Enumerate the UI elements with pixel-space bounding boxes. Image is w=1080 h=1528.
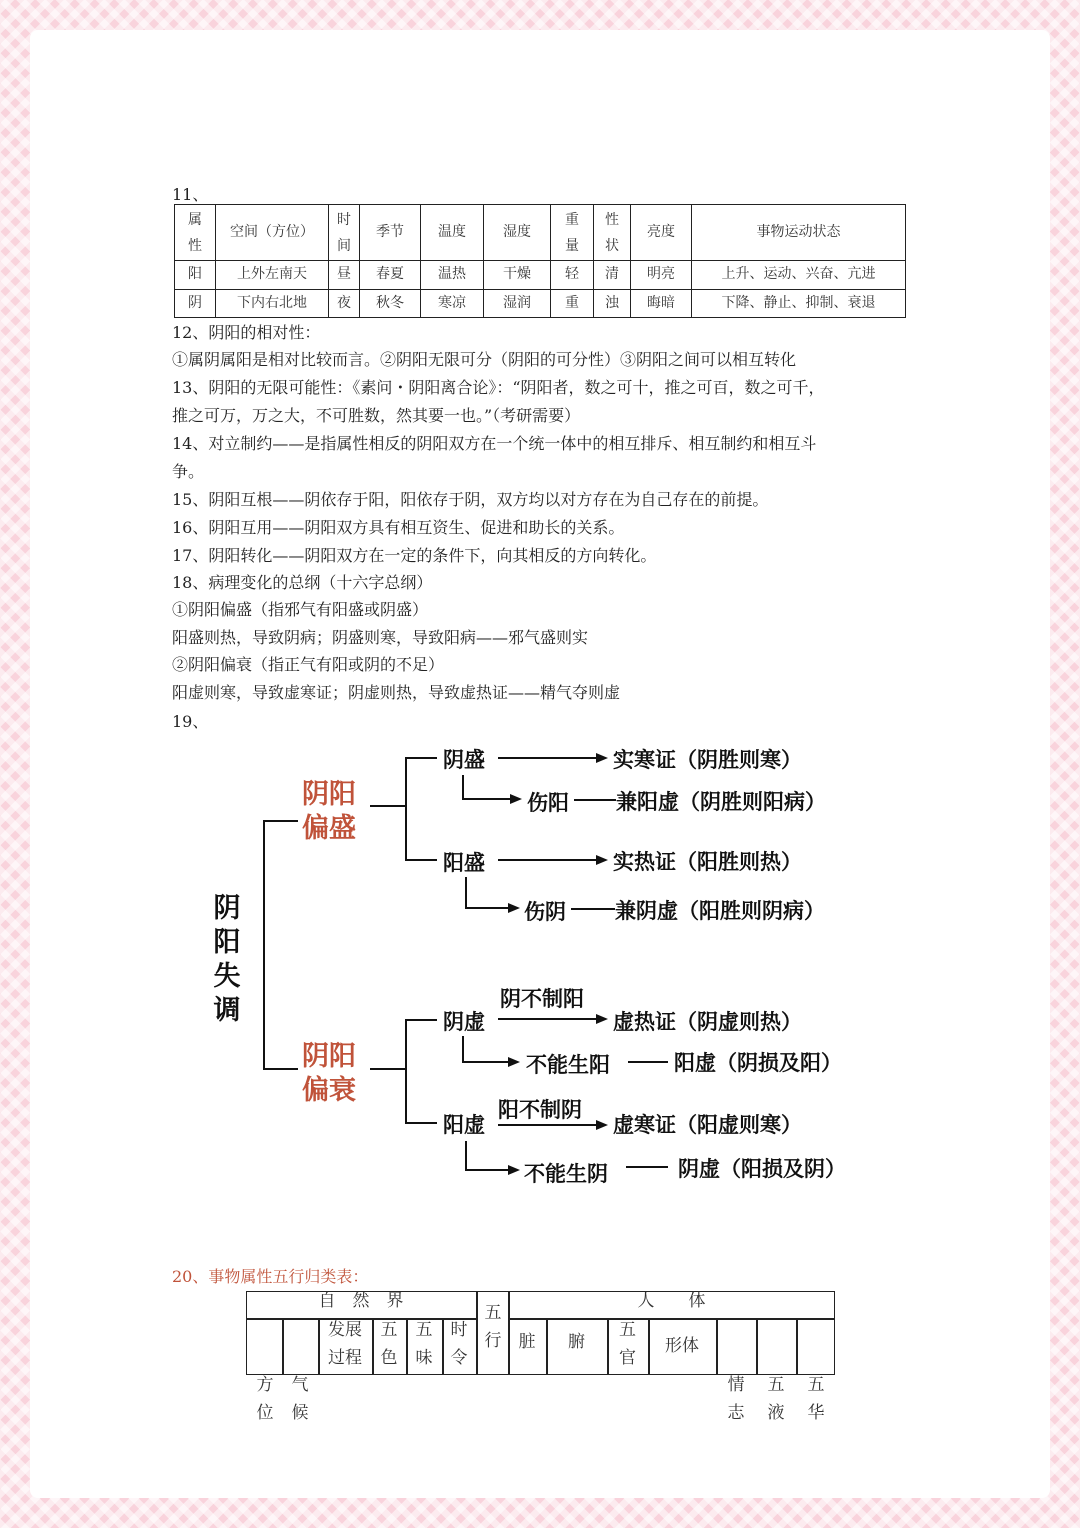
label-yangbuzhiyin: 阳不制阴 — [498, 1098, 582, 1122]
header-yundong-text: 事物运动状态 — [756, 224, 841, 240]
cell-text: 情 — [727, 1375, 745, 1395]
root-char: 调 — [213, 995, 241, 1026]
node-shangyang: 伤阳 — [527, 791, 569, 815]
connector-line — [574, 799, 616, 801]
grid-line — [508, 1318, 835, 1320]
header-wuye — [761, 1371, 791, 1427]
section-15: 15、阴阳互根——阴依存于阳，阳依存于阴，双方均以对方存在为自己存在的前提。 — [172, 490, 769, 509]
cell-text: 五 — [767, 1375, 785, 1395]
header-xingzhuang — [594, 205, 631, 261]
section-12-title: 12、阴阳的相对性： — [172, 323, 321, 342]
bracket-line — [405, 1122, 437, 1124]
cell-text: 时 — [450, 1320, 468, 1340]
header-qingzhi — [721, 1371, 751, 1427]
header-shidu — [484, 205, 551, 261]
bracket-line — [263, 1068, 298, 1070]
branch-pianshuai — [302, 1040, 356, 1108]
node-bunengshengyin: 不能生阴 — [524, 1162, 608, 1186]
header-liangdu-text: 亮度 — [647, 224, 675, 240]
arrow-line — [498, 859, 598, 861]
cell-text: 发展 — [328, 1320, 362, 1340]
bracket-line — [405, 1019, 437, 1021]
section-11-label: 11、 — [172, 185, 209, 204]
bracket-line — [370, 1068, 407, 1070]
node-jianyinxu: 兼阴虚（阳胜则阴病） — [615, 899, 825, 923]
node-shihanzheng: 实寒证（阴胜则寒） — [613, 748, 802, 772]
section-18-b-body: 阳虚则寒，导致虚寒证；阴虚则热，导致虚热证——精气夺则虚 — [172, 683, 621, 702]
node-shangyin: 伤阴 — [524, 900, 566, 924]
bracket-line — [405, 757, 407, 861]
node-xurezheng: 虚热证（阴虚则热） — [613, 1010, 802, 1034]
cell: 清 — [594, 261, 631, 290]
cell: 阴 — [175, 289, 216, 318]
header-wuse — [372, 1316, 406, 1372]
connector-line — [628, 1061, 668, 1063]
arrow-line — [462, 1061, 510, 1063]
cell: 昼 — [329, 261, 360, 290]
bracket-line — [405, 757, 437, 759]
node-jianyangxu: 兼阳虚（阴胜则阳病） — [616, 790, 826, 814]
arrow-line — [498, 1018, 598, 1020]
header-wuwei — [406, 1316, 442, 1372]
section-13-line2: 推之可万，万之大，不可胜数，然其要一也。”（考研需要） — [172, 406, 581, 425]
header-shuxing — [175, 205, 216, 261]
section-19-label: 19、 — [172, 712, 209, 731]
cell: 轻 — [551, 261, 594, 290]
cell-text: 方 — [256, 1375, 274, 1395]
cell-text: 色 — [380, 1348, 398, 1368]
arrow-head — [596, 1120, 608, 1130]
arrow-head — [596, 855, 608, 865]
header-shidu-text: 湿度 — [503, 224, 531, 240]
arrow-line — [465, 877, 467, 909]
cell: 晦暗 — [631, 289, 692, 318]
cell: 下降、静止、抑制、衰退 — [692, 289, 906, 318]
cell: 夜 — [329, 289, 360, 318]
arrow-line — [462, 1036, 464, 1063]
grid-line — [716, 1318, 718, 1375]
cell: 秋冬 — [360, 289, 421, 318]
branch-pianshen — [302, 778, 356, 846]
header-shuxing-text: 属 性 — [188, 211, 202, 254]
header-wuxing — [478, 1299, 508, 1355]
arrow-head — [508, 903, 520, 913]
header-zhongliang-text: 重 量 — [565, 211, 579, 254]
connector-line — [571, 908, 615, 910]
node-yinxu: 阴虚 — [443, 1010, 485, 1034]
arrow-head — [596, 1014, 608, 1024]
header-wuguan — [607, 1316, 648, 1372]
header-shiling — [442, 1316, 476, 1372]
node-yangsheng: 阳盛 — [443, 851, 485, 875]
header-shijian — [329, 205, 360, 261]
bracket-line — [405, 859, 437, 861]
cell-text: 令 — [450, 1348, 468, 1368]
cell-text: 华 — [807, 1403, 825, 1423]
header-shijian-text: 时 间 — [337, 211, 351, 254]
header-yundong — [692, 205, 906, 261]
arrow-head — [596, 753, 608, 763]
arrow-line — [462, 775, 464, 800]
header-fazhanguocheng — [318, 1316, 372, 1372]
header-kongjian — [216, 205, 329, 261]
node-yangxu: 阳虚 — [443, 1113, 485, 1137]
cell: 下内右北地 — [216, 289, 329, 318]
branch-text: 阴阳 — [302, 779, 356, 810]
cell-text: 五 — [484, 1303, 502, 1323]
header-jijie-text: 季节 — [376, 224, 404, 240]
cell: 阳 — [175, 261, 216, 290]
section-16: 16、阴阳互用——阴阳双方具有相互资生、促进和助长的关系。 — [172, 518, 625, 537]
section-13-line1: 13、阴阳的无限可能性：《素问・阴阳离合论》：“阴阳者，数之可十，推之可百，数之可千， — [172, 378, 825, 397]
node-bunengshengyang: 不能生阳 — [526, 1053, 610, 1077]
cell: 明亮 — [631, 261, 692, 290]
header-wendu — [421, 205, 484, 261]
table-row-yang — [175, 261, 906, 290]
cell-text: 五 — [807, 1375, 825, 1395]
node-yinxu-result: 阴虚（阳损及阴） — [678, 1157, 846, 1181]
arrow-head — [508, 1165, 520, 1175]
bracket-line — [405, 1019, 407, 1124]
cell: 寒凉 — [421, 289, 484, 318]
grid-line — [282, 1318, 284, 1375]
header-fangwei — [250, 1371, 280, 1427]
header-qihou — [285, 1371, 315, 1427]
section-12-body: ①属阴属阳是相对比较而言。②阴阳无限可分（阴阳的可分性）③阴阳之间可以相互转化 — [172, 350, 797, 369]
header-liangdu — [631, 205, 692, 261]
cell: 温热 — [421, 261, 484, 290]
bracket-line — [370, 805, 407, 807]
section-18-title: 18、病理变化的总纲（十六字总纲） — [172, 573, 433, 592]
cell: 上升、运动、兴奋、亢进 — [692, 261, 906, 290]
branch-text: 偏盛 — [302, 813, 356, 844]
grid-line — [796, 1318, 798, 1375]
arrow-line — [462, 798, 512, 800]
header-fu: 腑 — [568, 1332, 585, 1352]
cell: 湿润 — [484, 289, 551, 318]
cell-text: 味 — [415, 1348, 433, 1368]
branch-text: 阴阳 — [302, 1041, 356, 1072]
cell-text: 志 — [727, 1403, 745, 1423]
section-20-title: 20、事物属性五行归类表： — [172, 1267, 369, 1286]
section-17: 17、阴阳转化——阴阳双方在一定的条件下，向其相反的方向转化。 — [172, 546, 657, 565]
header-wendu-text: 温度 — [438, 224, 466, 240]
cell-text: 液 — [767, 1403, 785, 1423]
label-yinbuzhiyang: 阴不制阳 — [500, 987, 584, 1011]
bracket-line — [263, 820, 265, 1070]
cell: 干燥 — [484, 261, 551, 290]
arrow-line — [465, 1169, 510, 1171]
header-zhongliang — [551, 205, 594, 261]
bracket-line — [263, 820, 298, 822]
header-zang: 脏 — [518, 1332, 536, 1352]
header-ziranjie: 自 然 界 — [318, 1291, 404, 1311]
yinyang-attribute-table — [174, 204, 906, 318]
node-xuhanzheng: 虚寒证（阳虚则寒） — [613, 1113, 802, 1137]
cell-text: 五 — [380, 1320, 398, 1340]
arrow-line — [498, 1124, 598, 1126]
header-jijie — [360, 205, 421, 261]
root-char: 失 — [213, 961, 241, 992]
section-18-b: ②阴阳偏衰（指正气有阳或阴的不足） — [172, 655, 445, 674]
cell-text: 官 — [619, 1348, 636, 1368]
arrow-head — [510, 794, 522, 804]
cell-text: 行 — [484, 1331, 502, 1351]
cell-text: 位 — [256, 1403, 274, 1423]
cell: 浊 — [594, 289, 631, 318]
grid-line — [756, 1318, 758, 1375]
connector-line — [626, 1166, 668, 1168]
header-xingzhuang-text: 性 状 — [605, 211, 619, 254]
root-node — [212, 892, 242, 1028]
root-char: 阳 — [213, 927, 241, 958]
cell-text: 过程 — [328, 1348, 362, 1368]
arrow-line — [465, 1141, 467, 1171]
cell-text: 候 — [291, 1403, 309, 1423]
node-shirezheng: 实热证（阳胜则热） — [613, 850, 802, 874]
cell-text: 五 — [415, 1320, 433, 1340]
cell: 春夏 — [360, 261, 421, 290]
cell-text: 气 — [291, 1375, 309, 1395]
cell: 重 — [551, 289, 594, 318]
table-row-yin — [175, 289, 906, 318]
header-kongjian-text: 空间（方位） — [230, 224, 314, 240]
arrow-head — [508, 1057, 520, 1067]
root-char: 阴 — [213, 893, 241, 924]
header-xingti: 形体 — [665, 1336, 699, 1356]
section-14-line2: 争。 — [172, 462, 205, 481]
cell-text: 五 — [619, 1320, 636, 1340]
section-14-line1: 14、对立制约——是指属性相反的阴阳双方在一个统一体中的相互排斥、相互制约和相互斗 — [172, 434, 817, 453]
arrow-line — [498, 757, 598, 759]
header-renti: 人 体 — [637, 1291, 706, 1311]
section-18-a-body: 阳盛则热，导致阴病；阴盛则寒，导致阳病——邪气盛则实 — [172, 628, 589, 647]
header-wuhua — [801, 1371, 831, 1427]
branch-text: 偏衰 — [302, 1075, 356, 1106]
node-yangxu-result: 阳虚（阴损及阳） — [674, 1051, 842, 1075]
node-yinsheng: 阴盛 — [443, 748, 485, 772]
cell: 上外左南天 — [216, 261, 329, 290]
arrow-line — [465, 907, 510, 909]
section-18-a: ①阴阳偏盛（指邪气有阳盛或阴盛） — [172, 600, 429, 619]
